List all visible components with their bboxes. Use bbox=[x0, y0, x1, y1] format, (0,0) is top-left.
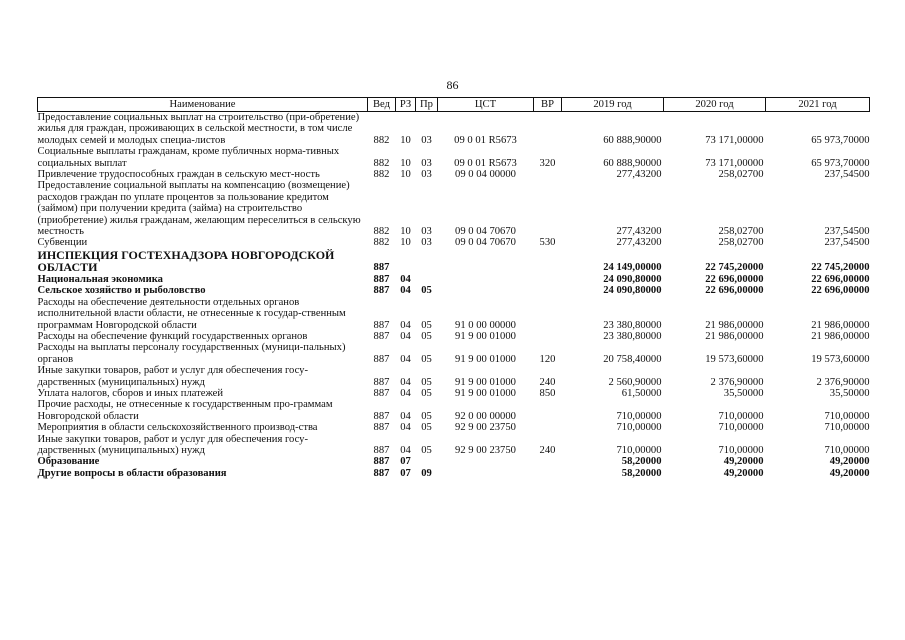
row-cst bbox=[438, 274, 534, 285]
row-vr bbox=[534, 399, 562, 422]
row-name: Социальные выплаты гражданам, кроме публичных норма-тивных социальных выплат bbox=[37, 146, 340, 169]
row-value-2020: 710,00000 bbox=[718, 422, 764, 434]
row-vr bbox=[534, 249, 562, 274]
row-name: Образование bbox=[37, 456, 100, 468]
row-ved: 887 bbox=[373, 273, 390, 285]
row-value-2021: 19 573,60000 bbox=[811, 353, 870, 365]
row-value-2020: 22 745,20000 bbox=[705, 262, 764, 274]
row-pr bbox=[416, 274, 438, 285]
row-vr: 850 bbox=[539, 387, 556, 399]
row-value-2020: 35,50000 bbox=[723, 387, 764, 399]
table-header-row bbox=[38, 98, 870, 112]
row-ved: 887 bbox=[373, 262, 390, 274]
row-pr: 05 bbox=[421, 285, 432, 297]
row-rz: 04 bbox=[400, 353, 411, 365]
row-pr: 05 bbox=[421, 330, 432, 342]
row-vr bbox=[534, 297, 562, 331]
table-row bbox=[38, 388, 870, 399]
table-row bbox=[38, 285, 870, 296]
row-value-2019: 2 560,90000 bbox=[608, 376, 662, 388]
row-value-2020: 21 986,00000 bbox=[705, 330, 764, 342]
row-pr: 03 bbox=[421, 134, 432, 146]
row-ved: 882 bbox=[373, 134, 390, 146]
table-row bbox=[38, 342, 870, 365]
row-value-2019: 20 758,40000 bbox=[603, 353, 662, 365]
row-value-2019: 277,43200 bbox=[616, 237, 662, 249]
row-ved: 887 bbox=[373, 422, 390, 434]
row-vr bbox=[534, 169, 562, 180]
row-ved: 887 bbox=[373, 353, 390, 365]
row-ved: 887 bbox=[373, 319, 390, 331]
row-pr: 05 bbox=[421, 422, 432, 434]
row-value-2020: 710,00000 bbox=[718, 410, 764, 422]
row-pr: 05 bbox=[421, 353, 432, 365]
row-name: Предоставление социальной выплаты на компенсацию (возмещение) расходов граждан по уплате процентов за пользование кредитом (займом) при получении кредита (займа) на строительство (приобретение) жилья гражданам, желающим переселиться в сельскую местность bbox=[37, 180, 361, 238]
row-rz: 07 bbox=[400, 467, 411, 479]
row-name: Сельское хозяйство и рыболовство bbox=[37, 285, 206, 297]
table-row bbox=[38, 146, 870, 169]
row-value-2019: 710,00000 bbox=[616, 422, 662, 434]
row-ved: 887 bbox=[373, 387, 390, 399]
table-row bbox=[38, 365, 870, 388]
row-name: ИНСПЕКЦИЯ ГОСТЕХНАДЗОРА НОВГОРОДСКОЙ ОБЛАСТИ bbox=[37, 247, 335, 275]
row-value-2019: 61,50000 bbox=[621, 387, 662, 399]
row-cst: 92 9 00 23750 bbox=[455, 422, 516, 434]
row-vr: 120 bbox=[539, 353, 556, 365]
row-ved: 887 bbox=[373, 410, 390, 422]
table-body bbox=[38, 112, 870, 480]
row-rz: 04 bbox=[400, 330, 411, 342]
row-vr: 240 bbox=[539, 444, 556, 456]
row-ved: 882 bbox=[373, 237, 390, 249]
row-cst: 09 0 04 00000 bbox=[455, 169, 516, 181]
table-row bbox=[38, 249, 870, 274]
row-rz: 07 bbox=[400, 456, 411, 468]
row-value-2019: 24 090,80000 bbox=[603, 285, 662, 297]
row-rz: 04 bbox=[400, 422, 411, 434]
row-pr: 03 bbox=[421, 157, 432, 169]
row-rz: 10 bbox=[400, 157, 411, 169]
header-vr: ВР bbox=[534, 98, 562, 112]
row-name: Другие вопросы в области образования bbox=[37, 467, 227, 479]
page-number: 86 bbox=[446, 78, 459, 92]
table-row bbox=[38, 422, 870, 433]
row-cst: 91 0 00 00000 bbox=[455, 319, 516, 331]
row-name: Мероприятия в области сельскохозяйственного производ-ства bbox=[37, 422, 318, 434]
row-cst: 09 0 04 70670 bbox=[455, 237, 516, 249]
budget-table bbox=[37, 97, 870, 479]
row-value-2021: 2 376,90000 bbox=[816, 376, 870, 388]
row-value-2020: 258,02700 bbox=[718, 226, 764, 238]
row-name: Расходы на выплаты персоналу государственных (муници-пальных) органов bbox=[37, 342, 346, 365]
row-ved: 887 bbox=[373, 444, 390, 456]
row-ved: 887 bbox=[373, 376, 390, 388]
row-value-2020: 21 986,00000 bbox=[705, 319, 764, 331]
row-pr: 09 bbox=[421, 467, 432, 479]
row-value-2021: 65 973,70000 bbox=[811, 157, 870, 169]
row-rz: 10 bbox=[400, 226, 411, 238]
row-pr bbox=[416, 249, 438, 274]
row-name: Уплата налогов, сборов и иных платежей bbox=[37, 387, 224, 399]
header-pr: Пр bbox=[416, 98, 438, 112]
row-rz: 10 bbox=[400, 169, 411, 181]
row-vr bbox=[534, 468, 562, 479]
row-name: Иные закупки товаров, работ и услуг для обеспечения госу-дарственных (муниципальных) нужд bbox=[37, 365, 309, 388]
row-value-2021: 21 986,00000 bbox=[811, 330, 870, 342]
row-value-2021: 22 696,00000 bbox=[811, 285, 870, 297]
table-row bbox=[38, 399, 870, 422]
row-value-2021: 237,54500 bbox=[824, 169, 870, 181]
row-name: Расходы на обеспечение функций государственных органов bbox=[37, 330, 308, 342]
row-vr bbox=[534, 331, 562, 342]
row-value-2019: 58,20000 bbox=[621, 456, 662, 468]
row-pr: 03 bbox=[421, 226, 432, 238]
row-value-2021: 49,20000 bbox=[829, 456, 870, 468]
table-row bbox=[38, 297, 870, 331]
row-value-2021: 22 745,20000 bbox=[811, 262, 870, 274]
row-value-2020: 258,02700 bbox=[718, 169, 764, 181]
header-ved: Вед bbox=[368, 98, 396, 112]
row-cst: 92 9 00 23750 bbox=[455, 444, 516, 456]
row-value-2020: 49,20000 bbox=[723, 456, 764, 468]
row-cst bbox=[438, 468, 534, 479]
row-pr: 05 bbox=[421, 410, 432, 422]
row-cst: 91 9 00 01000 bbox=[455, 353, 516, 365]
row-rz: 04 bbox=[400, 273, 411, 285]
row-vr: 320 bbox=[539, 157, 556, 169]
row-rz: 04 bbox=[400, 444, 411, 456]
row-value-2020: 22 696,00000 bbox=[705, 273, 764, 285]
header-name: Наименование bbox=[38, 98, 368, 112]
row-rz: 10 bbox=[400, 134, 411, 146]
row-vr bbox=[534, 112, 562, 147]
row-cst bbox=[438, 456, 534, 467]
row-rz: 04 bbox=[400, 285, 411, 297]
row-cst: 91 9 00 01000 bbox=[455, 330, 516, 342]
row-value-2019: 24 149,00000 bbox=[603, 262, 662, 274]
row-cst: 91 9 00 01000 bbox=[455, 376, 516, 388]
row-name: Расходы на обеспечение деятельности отдельных органов исполнительной власти области, не отнесенные к государ-ственным программам Новгородской области bbox=[37, 296, 346, 331]
table-row bbox=[38, 434, 870, 457]
row-value-2021: 22 696,00000 bbox=[811, 273, 870, 285]
row-rz: 04 bbox=[400, 410, 411, 422]
row-value-2021: 49,20000 bbox=[829, 467, 870, 479]
row-value-2019: 58,20000 bbox=[621, 467, 662, 479]
row-value-2019: 23 380,80000 bbox=[603, 330, 662, 342]
row-pr: 03 bbox=[421, 237, 432, 249]
row-rz: 04 bbox=[400, 319, 411, 331]
row-name: Субвенции bbox=[37, 237, 88, 249]
row-name: Привлечение трудоспособных граждан в сельскую мест-ность bbox=[37, 169, 320, 181]
row-ved: 887 bbox=[373, 330, 390, 342]
row-value-2021: 237,54500 bbox=[824, 226, 870, 238]
row-rz: 10 bbox=[400, 237, 411, 249]
row-cst bbox=[438, 285, 534, 296]
table-row bbox=[38, 331, 870, 342]
row-ved: 887 bbox=[373, 285, 390, 297]
row-cst: 09 0 01 R5673 bbox=[454, 157, 517, 169]
row-value-2021: 35,50000 bbox=[829, 387, 870, 399]
row-vr: 240 bbox=[539, 376, 556, 388]
row-value-2021: 710,00000 bbox=[824, 422, 870, 434]
row-rz: 04 bbox=[400, 387, 411, 399]
table-row bbox=[38, 274, 870, 285]
row-value-2019: 277,43200 bbox=[616, 226, 662, 238]
row-value-2020: 73 171,00000 bbox=[705, 157, 764, 169]
row-pr: 05 bbox=[421, 376, 432, 388]
row-name: Иные закупки товаров, работ и услуг для обеспечения госу-дарственных (муниципальных) нужд bbox=[37, 433, 309, 456]
row-value-2019: 24 090,80000 bbox=[603, 273, 662, 285]
header-2021: 2021 год bbox=[766, 98, 870, 112]
header-cst: ЦСТ bbox=[438, 98, 534, 112]
row-ved: 882 bbox=[373, 169, 390, 181]
row-pr: 05 bbox=[421, 387, 432, 399]
row-value-2020: 49,20000 bbox=[723, 467, 764, 479]
row-pr: 05 bbox=[421, 444, 432, 456]
row-value-2021: 237,54500 bbox=[824, 237, 870, 249]
row-ved: 882 bbox=[373, 157, 390, 169]
row-value-2020: 2 376,90000 bbox=[710, 376, 764, 388]
row-value-2019: 710,00000 bbox=[616, 444, 662, 456]
table-row bbox=[38, 456, 870, 467]
row-cst: 91 9 00 01000 bbox=[455, 387, 516, 399]
row-vr bbox=[534, 180, 562, 237]
row-cst: 09 0 04 70670 bbox=[455, 226, 516, 238]
row-name: Прочие расходы, не отнесенные к государственным про-граммам Новгородской области bbox=[37, 399, 333, 422]
row-value-2021: 65 973,70000 bbox=[811, 134, 870, 146]
row-value-2019: 277,43200 bbox=[616, 169, 662, 181]
table-row bbox=[38, 112, 870, 147]
row-rz: 04 bbox=[400, 376, 411, 388]
row-value-2021: 21 986,00000 bbox=[811, 319, 870, 331]
row-value-2021: 710,00000 bbox=[824, 444, 870, 456]
row-pr: 03 bbox=[421, 169, 432, 181]
row-name: Предоставление социальных выплат на строительство (при-обретение) жилья для граждан, проживающих в сельской местности, в том числе молодых семей и молодых специа-листов bbox=[37, 112, 360, 146]
table-row bbox=[38, 468, 870, 479]
row-cst bbox=[438, 249, 534, 274]
row-vr bbox=[534, 422, 562, 433]
row-cst: 09 0 01 R5673 bbox=[454, 134, 517, 146]
row-value-2019: 710,00000 bbox=[616, 410, 662, 422]
header-2019: 2019 год bbox=[562, 98, 664, 112]
row-pr: 05 bbox=[421, 319, 432, 331]
header-2020: 2020 год bbox=[664, 98, 766, 112]
row-value-2019: 60 888,90000 bbox=[603, 134, 662, 146]
row-value-2020: 73 171,00000 bbox=[705, 134, 764, 146]
row-ved: 887 bbox=[373, 456, 390, 468]
header-rz: РЗ bbox=[396, 98, 416, 112]
row-value-2020: 710,00000 bbox=[718, 444, 764, 456]
row-value-2020: 22 696,00000 bbox=[705, 285, 764, 297]
row-value-2019: 60 888,90000 bbox=[603, 157, 662, 169]
row-rz bbox=[396, 249, 416, 274]
table-row bbox=[38, 169, 870, 180]
row-ved: 882 bbox=[373, 226, 390, 238]
row-value-2019: 23 380,80000 bbox=[603, 319, 662, 331]
row-name: Национальная экономика bbox=[37, 273, 163, 285]
row-vr bbox=[534, 285, 562, 296]
row-vr bbox=[534, 274, 562, 285]
row-value-2020: 258,02700 bbox=[718, 237, 764, 249]
row-vr: 530 bbox=[539, 237, 556, 249]
row-pr bbox=[416, 456, 438, 467]
table-row bbox=[38, 180, 870, 237]
row-value-2021: 710,00000 bbox=[824, 410, 870, 422]
row-cst: 92 0 00 00000 bbox=[455, 410, 516, 422]
row-ved: 887 bbox=[373, 467, 390, 479]
row-vr bbox=[534, 456, 562, 467]
row-value-2020: 19 573,60000 bbox=[705, 353, 764, 365]
